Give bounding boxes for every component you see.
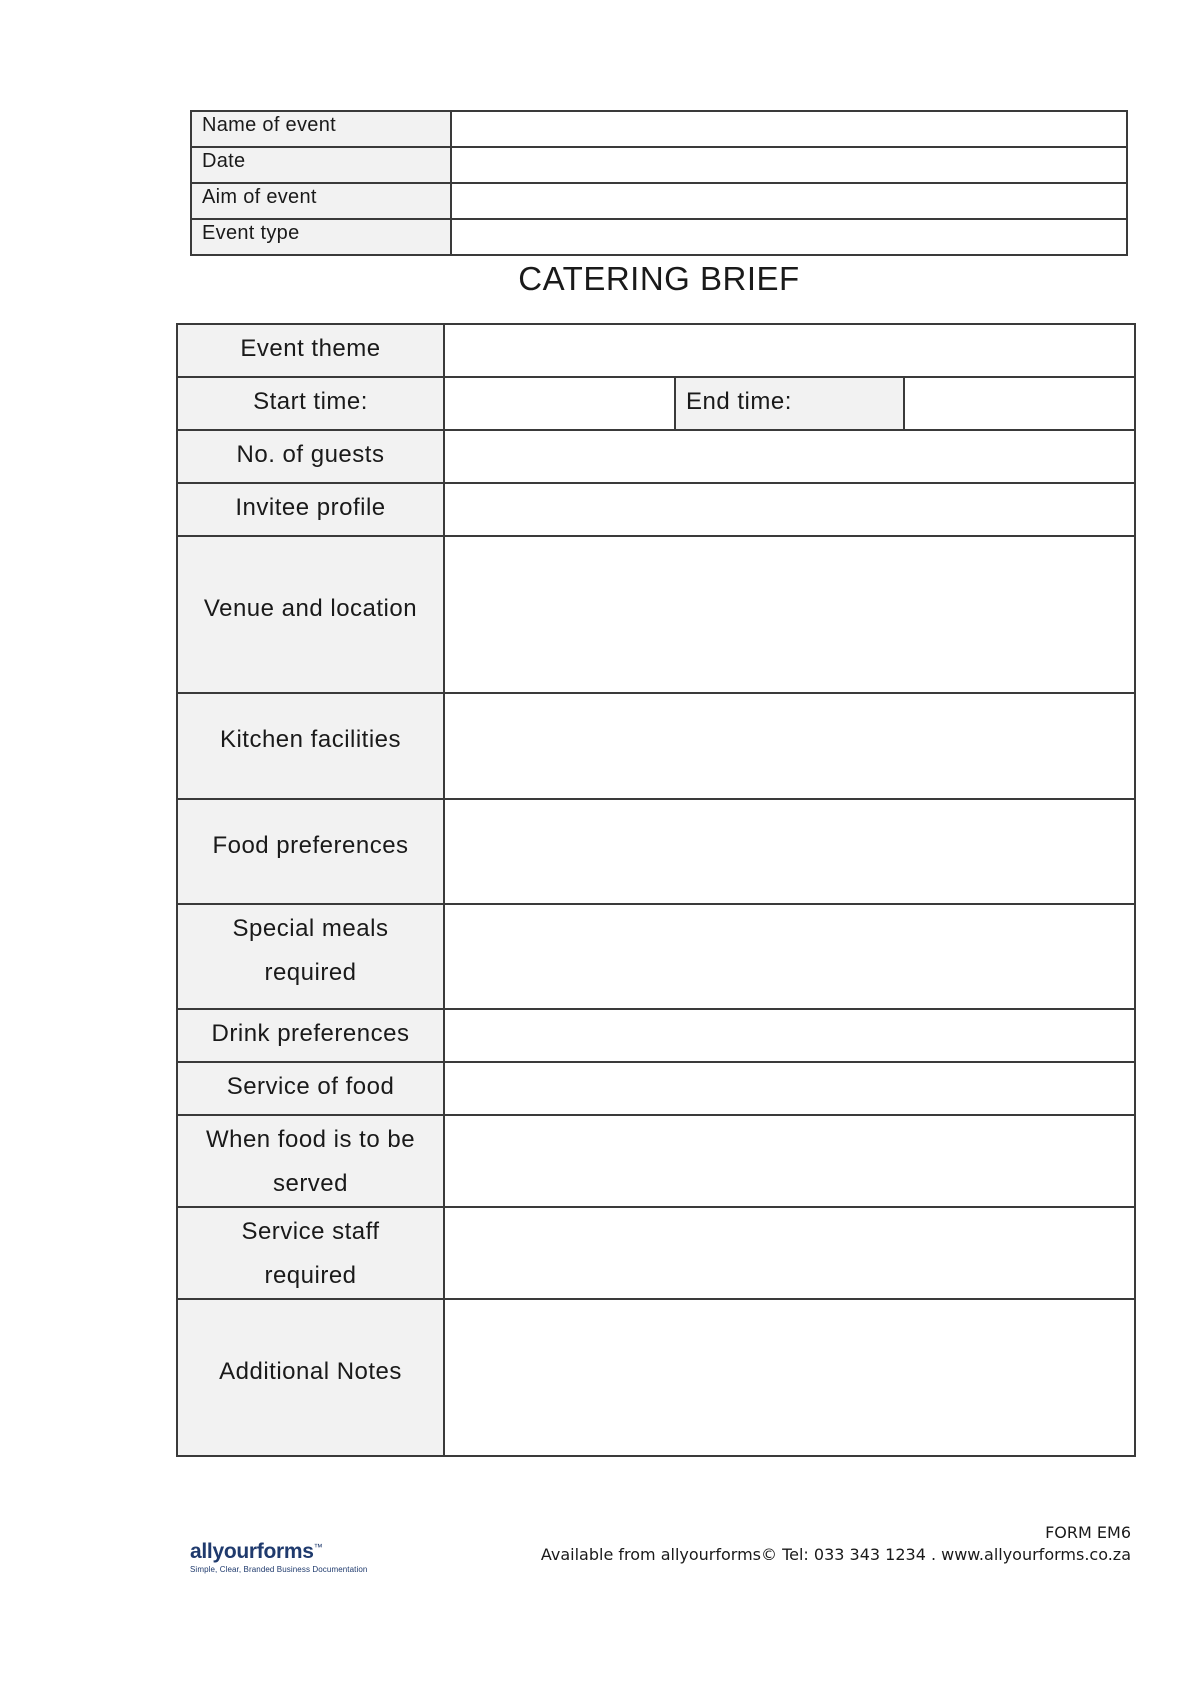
logo-trademark: ™: [313, 1542, 323, 1552]
row-service-of-food: [177, 1062, 1135, 1115]
when-food-served-label-line1: When food is to be: [205, 1126, 416, 1153]
date-field[interactable]: [451, 147, 1127, 183]
row-times: [177, 377, 1135, 430]
special-meals-field[interactable]: [444, 904, 1135, 1009]
food-preferences-field[interactable]: [444, 799, 1135, 904]
additional-notes-field[interactable]: [444, 1299, 1135, 1456]
row-additional-notes: [177, 1299, 1135, 1456]
row-food-preferences: [177, 799, 1135, 904]
service-staff-field[interactable]: [444, 1207, 1135, 1299]
page-title: CATERING BRIEF: [518, 260, 800, 297]
row-invitee-profile: [177, 483, 1135, 536]
when-food-served-label: [177, 1115, 444, 1207]
drink-preferences-field[interactable]: [444, 1009, 1135, 1062]
row-drink-preferences: [177, 1009, 1135, 1062]
row-special-meals: [177, 904, 1135, 1009]
row-when-food-served: [177, 1115, 1135, 1207]
header-row-aim-of-event: [191, 183, 1127, 219]
aim-of-event-field[interactable]: [451, 183, 1127, 219]
row-event-theme: [177, 324, 1135, 377]
service-of-food-label: Service of food: [177, 1062, 444, 1115]
footer-info: [541, 1522, 1131, 1566]
logo-wordmark: [190, 1540, 367, 1564]
aim-of-event-label: Aim of event: [191, 183, 451, 219]
no-of-guests-label: No. of guests: [177, 430, 444, 483]
logo-text: allyourforms: [190, 1540, 314, 1563]
event-type-field[interactable]: [451, 219, 1127, 255]
start-time-label: Start time:: [177, 377, 444, 430]
allyourforms-logo: [190, 1540, 367, 1574]
end-time-label: End time:: [675, 377, 904, 430]
invitee-profile-label: Invitee profile: [177, 483, 444, 536]
start-time-field[interactable]: [444, 377, 675, 430]
catering-brief-table: [176, 323, 1136, 1457]
venue-and-location-label: Venue and location: [177, 536, 444, 693]
service-staff-label: [177, 1207, 444, 1299]
venue-and-location-field[interactable]: [444, 536, 1135, 693]
row-kitchen-facilities: [177, 693, 1135, 799]
no-of-guests-field[interactable]: [444, 430, 1135, 483]
date-label: Date: [191, 147, 451, 183]
when-food-served-label-line2: served: [272, 1170, 349, 1197]
service-staff-label-line1: Service staff: [241, 1218, 380, 1245]
event-theme-field[interactable]: [444, 324, 1135, 377]
service-of-food-field[interactable]: [444, 1062, 1135, 1115]
drink-preferences-label: Drink preferences: [177, 1009, 444, 1062]
kitchen-facilities-field[interactable]: [444, 693, 1135, 799]
availability-text: Available from allyourforms© Tel: 033 343 1234 . www.allyourforms.co.za: [540, 1545, 1131, 1564]
row-service-staff: [177, 1207, 1135, 1299]
end-time-field[interactable]: [904, 377, 1135, 430]
row-no-of-guests: [177, 430, 1135, 483]
logo-tagline: Simple, Clear, Branded Business Documentation: [190, 1565, 368, 1574]
form-code: FORM EM6: [1045, 1523, 1131, 1542]
header-row-event-type: [191, 219, 1127, 255]
when-food-served-field[interactable]: [444, 1115, 1135, 1207]
kitchen-facilities-label: Kitchen facilities: [177, 693, 444, 799]
invitee-profile-field[interactable]: [444, 483, 1135, 536]
row-venue-and-location: [177, 536, 1135, 693]
special-meals-label-line1: Special meals: [232, 915, 389, 942]
service-staff-label-line2: required: [264, 1262, 357, 1289]
name-of-event-label: Name of event: [191, 111, 451, 147]
header-row-name-of-event: [191, 111, 1127, 147]
name-of-event-field[interactable]: [451, 111, 1127, 147]
event-theme-label: Event theme: [177, 324, 444, 377]
event-header-table: [190, 110, 1128, 256]
additional-notes-label: Additional Notes: [177, 1299, 444, 1456]
special-meals-label: [177, 904, 444, 1009]
event-type-label: Event type: [191, 219, 451, 255]
header-row-date: [191, 147, 1127, 183]
special-meals-label-line2: required: [264, 959, 357, 986]
food-preferences-label: Food preferences: [177, 799, 444, 904]
